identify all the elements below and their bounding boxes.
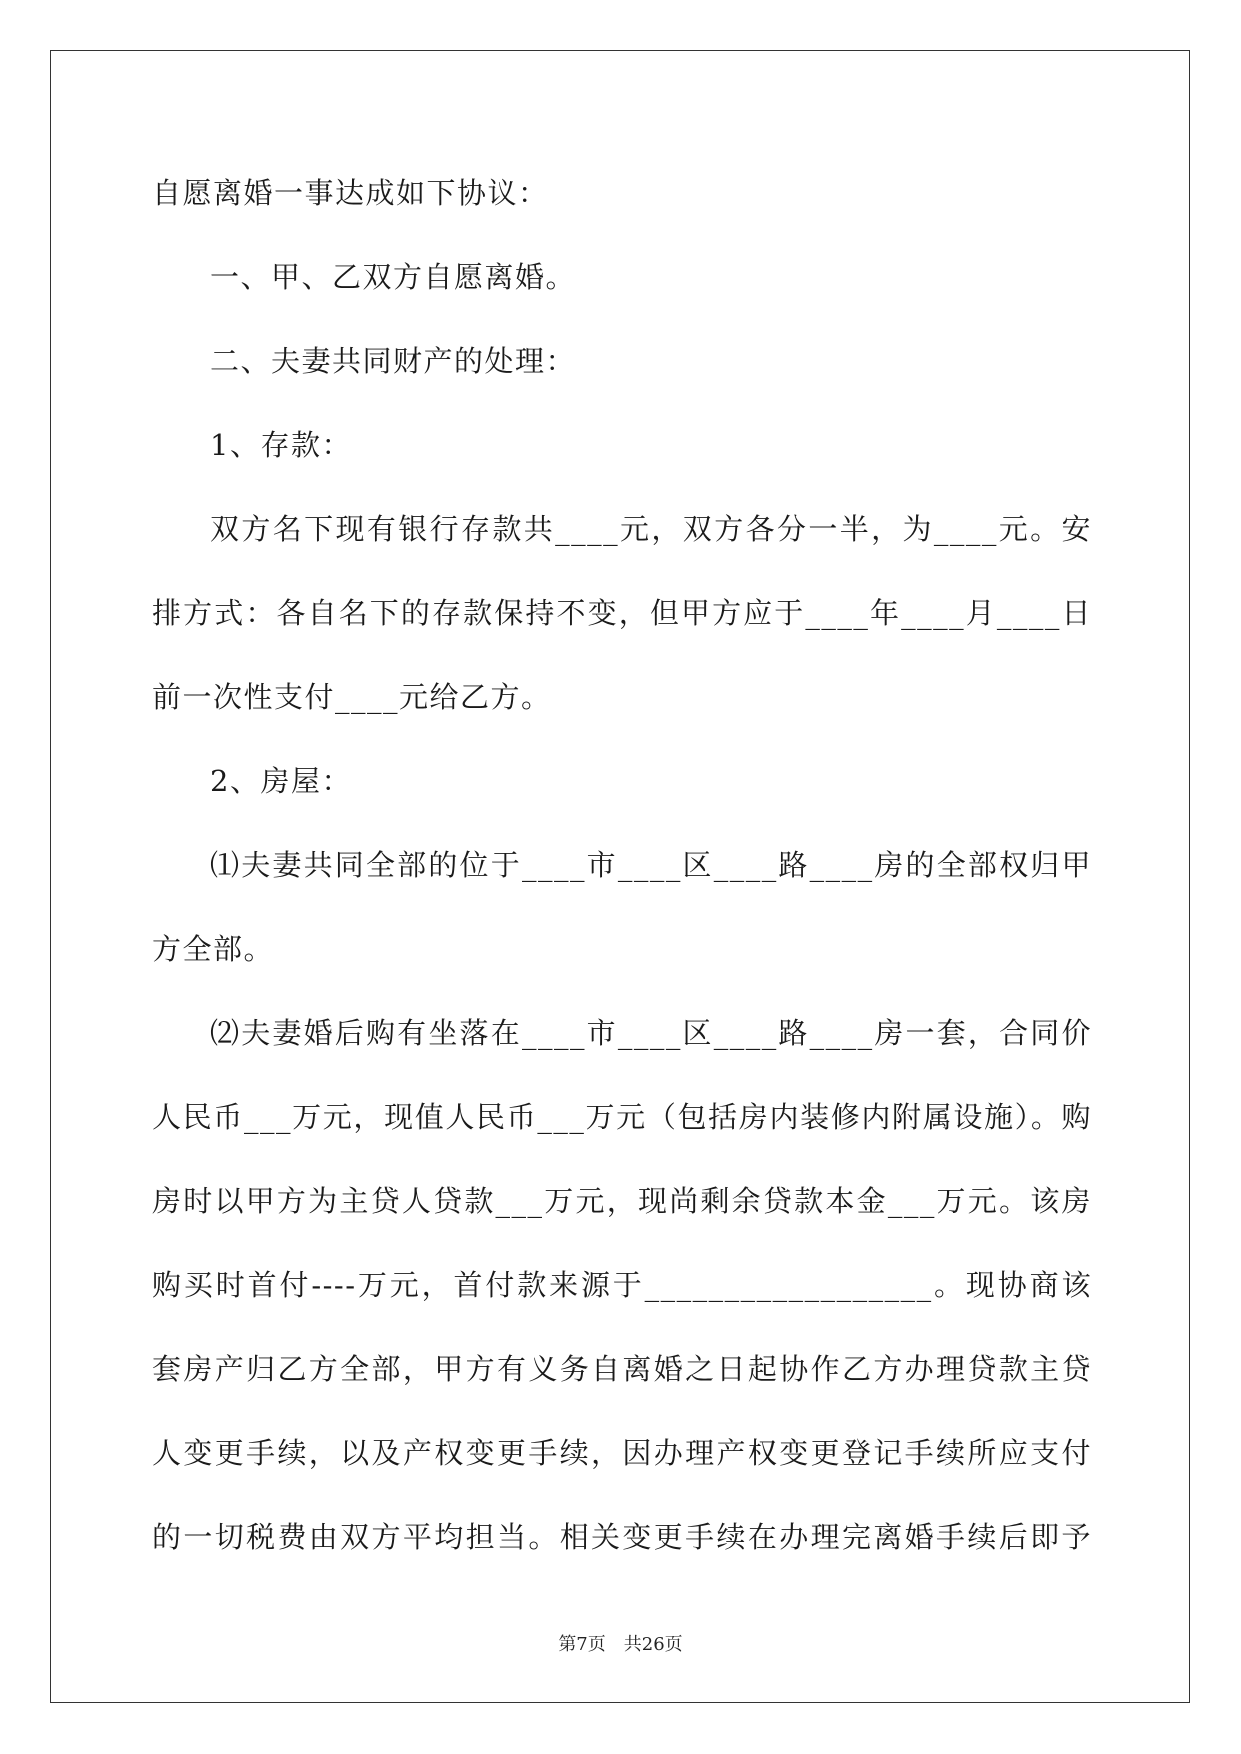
paragraph-line: 的一切税费由双方平均担当。相关变更手续在办理完离婚手续后即予 (152, 1520, 1092, 1554)
paragraph-line: 房时以甲方为主贷人贷款___万元，现尚剩余贷款本金___万元。该房 (152, 1184, 1092, 1218)
paragraph-line: 人变更手续，以及产权变更手续，因办理产权变更登记手续所应支付 (152, 1436, 1092, 1470)
paragraph-line: 二、夫妻共同财产的处理： (210, 344, 577, 378)
page-number: 第7页 (558, 1634, 606, 1655)
paragraph-line: 套房产归乙方全部，甲方有义务自离婚之日起协作乙方办理贷款主贷 (152, 1352, 1092, 1386)
paragraph-line: 一、甲、乙双方自愿离婚。 (210, 260, 577, 294)
document-body (152, 163, 1092, 1591)
paragraph-line: 1、存款： (210, 428, 352, 462)
paragraph-line: 排方式：各自名下的存款保持不变，但甲方应于____年____月____日 (152, 596, 1092, 630)
paragraph-line: 购买时首付----万元，首付款来源于__________________。现协商该 (152, 1268, 1092, 1302)
page-footer (0, 1630, 1241, 1656)
paragraph-line: ⑴夫妻共同全部的位于____市____区____路____房的全部权归甲 (210, 848, 1092, 882)
page-total: 共26页 (623, 1634, 683, 1655)
paragraph-line: 方全部。 (152, 932, 275, 966)
paragraph-line: 人民币___万元，现值人民币___万元（包括房内装修内附属设施）。购 (152, 1100, 1092, 1134)
paragraph-line: 自愿离婚一事达成如下协议： (152, 176, 549, 210)
paragraph-line: ⑵夫妻婚后购有坐落在____市____区____路____房一套，合同价 (210, 1016, 1092, 1050)
paragraph-line: 双方名下现有银行存款共____元，双方各分一半，为____元。安 (210, 512, 1092, 546)
paragraph-line: 2、房屋： (210, 764, 352, 798)
paragraph-line: 前一次性支付____元给乙方。 (152, 680, 552, 714)
